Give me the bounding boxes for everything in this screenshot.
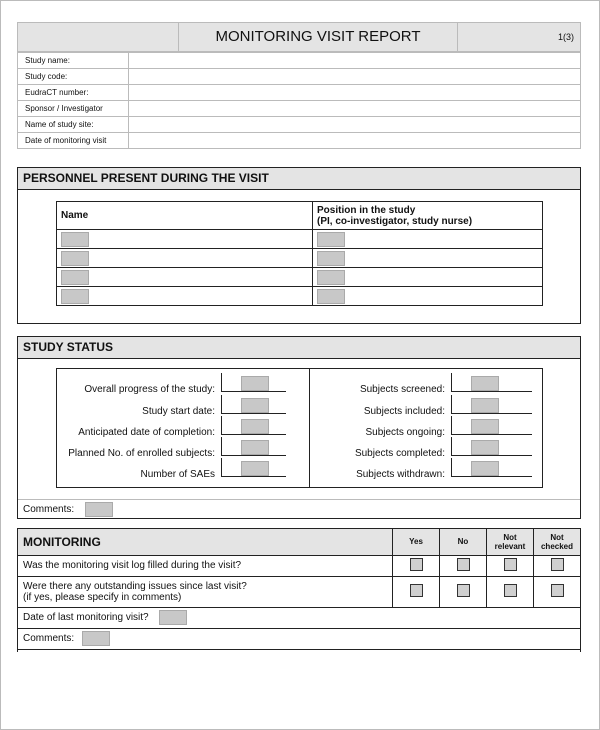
- name-input[interactable]: [61, 270, 89, 285]
- status-field: [451, 437, 532, 456]
- status-field: [221, 458, 286, 477]
- position-input[interactable]: [317, 232, 345, 247]
- status-label: Number of SAEs: [140, 469, 215, 480]
- personnel-row: [57, 249, 543, 268]
- status-input[interactable]: [471, 419, 499, 434]
- monitoring-row: [18, 628, 580, 649]
- question-2-line1: Were there any outstanding issues since last visit?: [23, 580, 247, 592]
- monitoring-row: [18, 607, 580, 628]
- status-comments-row: [18, 499, 580, 518]
- info-value-field[interactable]: [129, 53, 581, 69]
- yes-checkbox[interactable]: [410, 558, 423, 571]
- position-input[interactable]: [317, 289, 345, 304]
- status-input[interactable]: [241, 376, 269, 391]
- status-label: Subjects screened:: [359, 384, 445, 395]
- status-input[interactable]: [241, 440, 269, 455]
- monitoring-heading: MONITORING: [18, 529, 393, 555]
- monitoring-comments-label: Comments:: [23, 633, 75, 645]
- last-visit-date-input[interactable]: [159, 610, 187, 625]
- status-row: [57, 437, 286, 459]
- info-value-field[interactable]: [129, 117, 581, 133]
- not-relevant-checkbox[interactable]: [504, 584, 517, 597]
- status-input[interactable]: [471, 440, 499, 455]
- info-label: EudraCT number:: [18, 85, 129, 101]
- status-field: [451, 458, 532, 477]
- status-field: [451, 416, 532, 435]
- info-label: Sponsor / Investigator: [18, 101, 129, 117]
- question-2-line2: (if yes, please specify in comments): [23, 591, 182, 603]
- monitoring-row: [18, 555, 580, 576]
- report-header: [17, 22, 581, 52]
- name-input[interactable]: [61, 232, 89, 247]
- status-label: Anticipated date of completion:: [78, 427, 215, 438]
- info-label: Name of study site:: [18, 117, 129, 133]
- status-row: [319, 373, 532, 395]
- status-field: [221, 373, 286, 392]
- status-field: [221, 416, 286, 435]
- monitoring-comments: [18, 628, 580, 649]
- position-cell: [313, 268, 543, 287]
- no-checkbox[interactable]: [457, 584, 470, 597]
- info-label: Study code:: [18, 69, 129, 85]
- name-cell: [57, 287, 313, 306]
- question-1: Was the monitoring visit log filled during the visit?: [18, 555, 393, 576]
- status-row: [319, 395, 532, 417]
- status-row: [57, 395, 286, 417]
- no-checkbox[interactable]: [457, 558, 470, 571]
- personnel-row: [57, 287, 543, 306]
- status-input[interactable]: [471, 398, 499, 413]
- status-label: Study start date:: [142, 406, 215, 417]
- yes-checkbox[interactable]: [410, 584, 423, 597]
- status-row: [57, 373, 286, 395]
- position-input[interactable]: [317, 270, 345, 285]
- status-row: [57, 458, 286, 480]
- personnel-heading: PERSONNEL PRESENT DURING THE VISIT: [18, 168, 580, 190]
- col-no: No: [440, 529, 487, 555]
- status-field: [451, 395, 532, 414]
- page-number: 1(3): [557, 32, 574, 42]
- report-title: MONITORING VISIT REPORT: [178, 23, 458, 51]
- status-input[interactable]: [471, 376, 499, 391]
- question-2: [18, 576, 393, 607]
- info-value-field[interactable]: [129, 69, 581, 85]
- col-position: [313, 202, 543, 230]
- not-relevant-checkbox[interactable]: [504, 558, 517, 571]
- position-input[interactable]: [317, 251, 345, 266]
- name-cell: [57, 249, 313, 268]
- name-input[interactable]: [61, 289, 89, 304]
- no-cell: [440, 576, 487, 607]
- col-position-line1: Position in the study: [317, 204, 416, 216]
- status-comments-label: Comments:: [23, 504, 75, 515]
- monitoring-header-row: [18, 529, 580, 555]
- status-input[interactable]: [471, 461, 499, 476]
- status-label: Overall progress of the study:: [84, 384, 215, 395]
- position-cell: [313, 230, 543, 249]
- info-value-field[interactable]: [129, 101, 581, 117]
- position-cell: [313, 287, 543, 306]
- name-cell: [57, 268, 313, 287]
- no-cell: [440, 555, 487, 576]
- col-not-checked: Not checked: [534, 529, 581, 555]
- personnel-table: [56, 201, 543, 306]
- status-comments-input[interactable]: [85, 502, 113, 517]
- status-row: [319, 416, 532, 438]
- yes-cell: [393, 576, 440, 607]
- status-row: [319, 458, 532, 480]
- personnel-row: [57, 268, 543, 287]
- info-value-field[interactable]: [129, 133, 581, 149]
- info-row: [18, 117, 581, 133]
- name-cell: [57, 230, 313, 249]
- status-field: [221, 395, 286, 414]
- not-checked-checkbox[interactable]: [551, 584, 564, 597]
- status-label: Subjects ongoing:: [365, 427, 445, 438]
- position-cell: [313, 249, 543, 268]
- personnel-header-row: [57, 202, 543, 230]
- study-info-table: [17, 52, 581, 149]
- yes-cell: [393, 555, 440, 576]
- info-label: Date of monitoring visit: [18, 133, 129, 149]
- info-row: [18, 53, 581, 69]
- info-row: [18, 69, 581, 85]
- question-3: [18, 607, 580, 628]
- not-relevant-cell: [487, 555, 534, 576]
- info-value-field[interactable]: [129, 85, 581, 101]
- col-name: Name: [57, 202, 313, 230]
- personnel-row: [57, 230, 543, 249]
- not-checked-cell: [534, 576, 581, 607]
- study-status-box: [56, 368, 543, 488]
- info-row: [18, 101, 581, 117]
- name-input[interactable]: [61, 251, 89, 266]
- question-3-label: Date of last monitoring visit?: [23, 612, 149, 624]
- status-input[interactable]: [241, 419, 269, 434]
- not-relevant-cell: [487, 576, 534, 607]
- col-position-line2: (PI, co-investigator, study nurse): [317, 215, 473, 227]
- col-yes: Yes: [393, 529, 440, 555]
- not-checked-cell: [534, 555, 581, 576]
- info-row: [18, 133, 581, 149]
- col-not-relevant: Not relevant: [487, 529, 534, 555]
- not-checked-checkbox[interactable]: [551, 558, 564, 571]
- status-label: Subjects withdrawn:: [356, 469, 445, 480]
- status-label: Planned No. of enrolled subjects:: [68, 448, 215, 459]
- info-row: [18, 85, 581, 101]
- status-label: Subjects included:: [363, 406, 445, 417]
- status-divider: [309, 369, 310, 487]
- monitoring-row: [18, 576, 580, 607]
- status-input[interactable]: [241, 398, 269, 413]
- status-input[interactable]: [241, 461, 269, 476]
- status-field: [221, 437, 286, 456]
- study-status-section: [17, 336, 581, 519]
- info-label: Study name:: [18, 53, 129, 69]
- status-field: [451, 373, 532, 392]
- status-row: [319, 437, 532, 459]
- monitoring-table: [18, 529, 580, 650]
- monitoring-comments-input[interactable]: [82, 631, 110, 646]
- study-status-heading: STUDY STATUS: [18, 337, 580, 359]
- status-row: [57, 416, 286, 438]
- personnel-section: [17, 167, 581, 324]
- monitoring-section: [17, 528, 581, 652]
- status-label: Subjects completed:: [354, 448, 445, 459]
